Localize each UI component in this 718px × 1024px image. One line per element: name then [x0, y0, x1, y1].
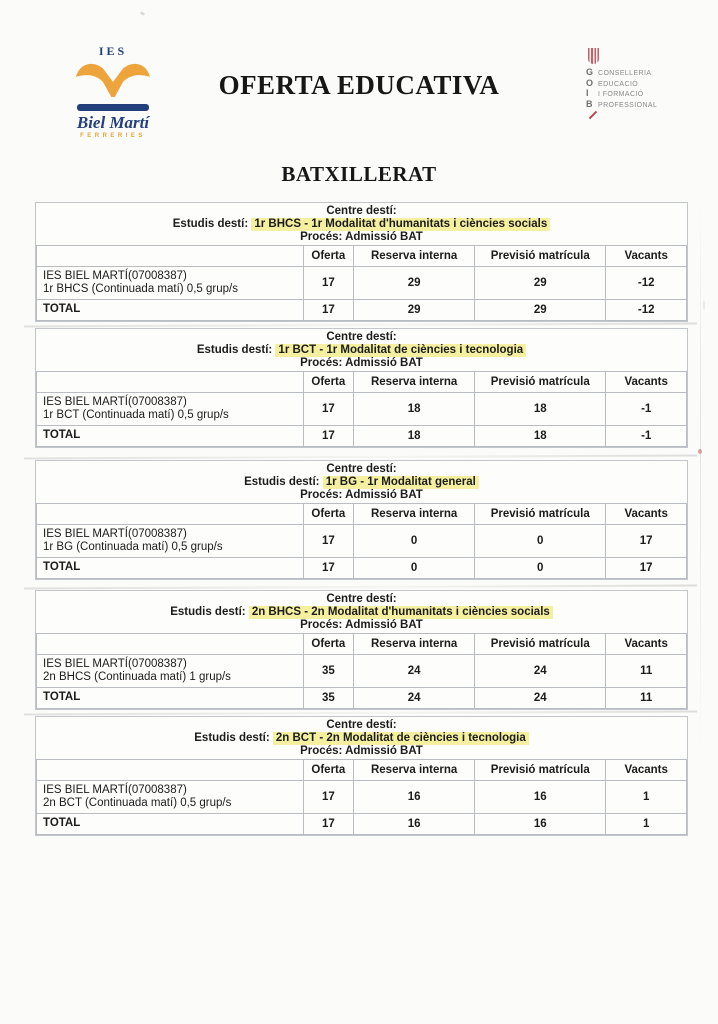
total-oferta-value: 35 — [303, 688, 354, 709]
table-header-row — [37, 246, 687, 267]
estudis-desti-prefix: Estudis destí: — [170, 606, 249, 618]
sections — [35, 202, 688, 842]
total-previsio-matricula-value: 24 — [475, 688, 606, 709]
school-logo-name: Biel Martí — [76, 113, 150, 132]
table-section — [35, 328, 688, 448]
goib-letter: G — [586, 67, 594, 77]
centre-desti-label: Centre destí: — [326, 205, 397, 217]
goib-shield-icon — [588, 48, 599, 64]
previsio-matricula-value: 29 — [475, 267, 606, 300]
previsio-matricula-value: 24 — [475, 655, 606, 688]
proces-label: Procés: Admissió BAT — [300, 231, 423, 243]
column-header-previsio-matricula: Previsió matrícula — [475, 504, 606, 525]
centre-group-cell — [37, 655, 304, 688]
reserva-interna-value: 0 — [354, 525, 475, 558]
total-label: TOTAL — [37, 558, 304, 579]
vacants-value: -1 — [606, 393, 687, 426]
goib-letter: I — [586, 88, 589, 98]
centre-group-cell — [37, 393, 304, 426]
total-reserva-interna-value: 24 — [354, 688, 475, 709]
column-header-vacants: Vacants — [606, 760, 687, 781]
table-header-row — [37, 504, 687, 525]
total-vacants-value: 1 — [606, 814, 687, 835]
centre-name: IES BIEL MARTÍ(07008387) — [43, 395, 187, 408]
group-detail: 2n BHCS (Continuada matí) 1 grup/s — [43, 671, 231, 683]
column-header-oferta: Oferta — [303, 246, 354, 267]
scan-edge-line — [700, 200, 701, 760]
goib-line — [586, 89, 706, 100]
goib-letter: O — [586, 77, 594, 88]
total-vacants-value: 11 — [606, 688, 687, 709]
school-logo-town: FERRERIES — [80, 133, 146, 139]
estudis-desti-line — [36, 344, 687, 357]
centre-name: IES BIEL MARTÍ(07008387) — [43, 527, 187, 540]
offer-table — [36, 759, 687, 835]
proces-label: Procés: Admissió BAT — [300, 745, 423, 757]
school-logo-acronym: IES — [98, 44, 128, 58]
total-row — [37, 300, 687, 321]
total-oferta-value: 17 — [303, 426, 354, 447]
centre-name: IES BIEL MARTÍ(07008387) — [43, 657, 187, 670]
total-vacants-value: -12 — [606, 300, 687, 321]
estudis-desti-line — [36, 732, 687, 745]
centre-name: IES BIEL MARTÍ(07008387) — [43, 783, 187, 796]
total-row — [37, 558, 687, 579]
column-header-previsio-matricula: Previsió matrícula — [475, 634, 606, 655]
centre-group-cell — [37, 267, 304, 300]
estudis-desti-line — [36, 218, 687, 231]
previsio-matricula-value: 18 — [475, 393, 606, 426]
total-vacants-value: 17 — [606, 558, 687, 579]
scan-artifact — [140, 11, 146, 16]
proces-label: Procés: Admissió BAT — [300, 357, 423, 369]
total-previsio-matricula-value: 29 — [475, 300, 606, 321]
offer-table — [36, 633, 687, 709]
column-header-vacants: Vacants — [606, 372, 687, 393]
column-header-oferta: Oferta — [303, 504, 354, 525]
total-reserva-interna-value: 29 — [354, 300, 475, 321]
table-section-header — [36, 591, 687, 633]
column-header-oferta: Oferta — [303, 634, 354, 655]
estudis-desti-highlight: 1r BG - 1r Modalitat general — [323, 476, 479, 489]
oferta-value: 17 — [303, 781, 354, 814]
goib-letter: B — [586, 98, 593, 109]
total-oferta-value: 17 — [303, 814, 354, 835]
previsio-matricula-value: 16 — [475, 781, 606, 814]
estudis-desti-highlight: 2n BCT - 2n Modalitat de ciències i tecnologia — [273, 732, 529, 745]
offer-table — [36, 245, 687, 321]
estudis-desti-highlight: 2n BHCS - 2n Modalitat d'humanitats i ciències socials — [249, 606, 553, 619]
total-label: TOTAL — [37, 426, 304, 447]
goib-logo — [586, 48, 706, 116]
total-label: TOTAL — [37, 814, 304, 835]
reserva-interna-value: 16 — [354, 781, 475, 814]
total-reserva-interna-value: 0 — [354, 558, 475, 579]
goib-slash-icon — [589, 111, 597, 119]
group-detail: 2n BCT (Continuada matí) 0,5 grup/s — [43, 797, 232, 809]
goib-line — [586, 79, 706, 90]
goib-text: I FORMACIÓ — [598, 91, 644, 98]
vacants-value: 17 — [606, 525, 687, 558]
page-title: OFERTA EDUCATIVA — [218, 70, 500, 100]
oferta-value: 35 — [303, 655, 354, 688]
column-header-reserva-interna: Reserva interna — [354, 246, 475, 267]
goib-line — [586, 68, 706, 79]
centre-desti-label: Centre destí: — [326, 331, 397, 343]
column-header-reserva-interna: Reserva interna — [354, 760, 475, 781]
estudis-desti-highlight: 1r BHCS - 1r Modalitat d'humanitats i ciències socials — [251, 218, 550, 231]
reserva-interna-value: 18 — [354, 393, 475, 426]
centre-group-cell — [37, 525, 304, 558]
estudis-desti-line — [36, 476, 687, 489]
table-section — [35, 460, 688, 580]
previsio-matricula-value: 0 — [475, 525, 606, 558]
table-row — [37, 525, 687, 558]
total-reserva-interna-value: 16 — [354, 814, 475, 835]
column-header-reserva-interna: Reserva interna — [354, 372, 475, 393]
table-header-row — [37, 372, 687, 393]
estudis-desti-line — [36, 606, 687, 619]
table-section — [35, 716, 688, 836]
proces-label: Procés: Admissió BAT — [300, 489, 423, 501]
total-reserva-interna-value: 18 — [354, 426, 475, 447]
table-section — [35, 202, 688, 322]
centre-name: IES BIEL MARTÍ(07008387) — [43, 269, 187, 282]
empty-header-cell — [37, 634, 304, 655]
reserva-interna-value: 24 — [354, 655, 475, 688]
estudis-desti-prefix: Estudis destí: — [196, 344, 276, 356]
centre-desti-label: Centre destí: — [326, 719, 397, 731]
centre-group-cell — [37, 781, 304, 814]
total-row — [37, 426, 687, 447]
total-previsio-matricula-value: 16 — [475, 814, 606, 835]
estudis-desti-prefix: Estudis destí: — [244, 476, 323, 488]
vacants-value: 1 — [606, 781, 687, 814]
goib-text: EDUCACIÓ — [598, 80, 639, 88]
group-detail: 1r BG (Continuada matí) 0,5 grup/s — [43, 541, 223, 553]
table-row — [37, 655, 687, 688]
table-section-header — [36, 203, 687, 245]
table-header-row — [37, 760, 687, 781]
empty-header-cell — [37, 246, 304, 267]
logo-bar — [77, 104, 149, 111]
oferta-value: 17 — [303, 393, 354, 426]
vacants-value: -12 — [606, 267, 687, 300]
oferta-value: 17 — [303, 525, 354, 558]
centre-desti-label: Centre destí: — [326, 463, 397, 475]
table-section-header — [36, 717, 687, 759]
total-vacants-value: -1 — [606, 426, 687, 447]
empty-header-cell — [37, 372, 304, 393]
table-section-header — [36, 461, 687, 503]
table-row — [37, 393, 687, 426]
total-oferta-value: 17 — [303, 558, 354, 579]
column-header-vacants: Vacants — [606, 504, 687, 525]
proces-label: Procés: Admissió BAT — [300, 619, 423, 631]
total-previsio-matricula-value: 0 — [475, 558, 606, 579]
centre-desti-label: Centre destí: — [326, 593, 397, 605]
table-row — [37, 781, 687, 814]
vacants-value: 11 — [606, 655, 687, 688]
empty-header-cell — [37, 760, 304, 781]
column-header-oferta: Oferta — [303, 760, 354, 781]
column-header-oferta: Oferta — [303, 372, 354, 393]
column-header-reserva-interna: Reserva interna — [354, 504, 475, 525]
total-label: TOTAL — [37, 300, 304, 321]
column-header-vacants: Vacants — [606, 246, 687, 267]
column-header-reserva-interna: Reserva interna — [354, 634, 475, 655]
group-detail: 1r BHCS (Continuada matí) 0,5 grup/s — [43, 283, 238, 295]
goib-text: CONSELLERIA — [598, 70, 652, 77]
total-row — [37, 814, 687, 835]
column-header-previsio-matricula: Previsió matrícula — [475, 246, 606, 267]
scan-artifact — [703, 300, 705, 310]
empty-header-cell — [37, 504, 304, 525]
table-section-header — [36, 329, 687, 371]
estudis-desti-highlight: 1r BCT - 1r Modalitat de ciències i tecnologia — [275, 344, 526, 357]
offer-table — [36, 371, 687, 447]
goib-line — [586, 100, 706, 111]
total-previsio-matricula-value: 18 — [475, 426, 606, 447]
goib-text: PROFESSIONAL — [598, 101, 658, 109]
total-label: TOTAL — [37, 688, 304, 709]
reserva-interna-value: 29 — [354, 267, 475, 300]
total-row — [37, 688, 687, 709]
column-header-previsio-matricula: Previsió matrícula — [475, 760, 606, 781]
offer-table — [36, 503, 687, 579]
estudis-desti-prefix: Estudis destí: — [194, 732, 273, 744]
table-header-row — [37, 634, 687, 655]
table-row — [37, 267, 687, 300]
table-section — [35, 590, 688, 710]
total-oferta-value: 17 — [303, 300, 354, 321]
section-title: BATXILLERAT — [281, 162, 437, 186]
column-header-previsio-matricula: Previsió matrícula — [475, 372, 606, 393]
group-detail: 1r BCT (Continuada matí) 0,5 grup/s — [43, 409, 229, 421]
column-header-vacants: Vacants — [606, 634, 687, 655]
estudis-desti-prefix: Estudis destí: — [172, 218, 252, 230]
oferta-value: 17 — [303, 267, 354, 300]
